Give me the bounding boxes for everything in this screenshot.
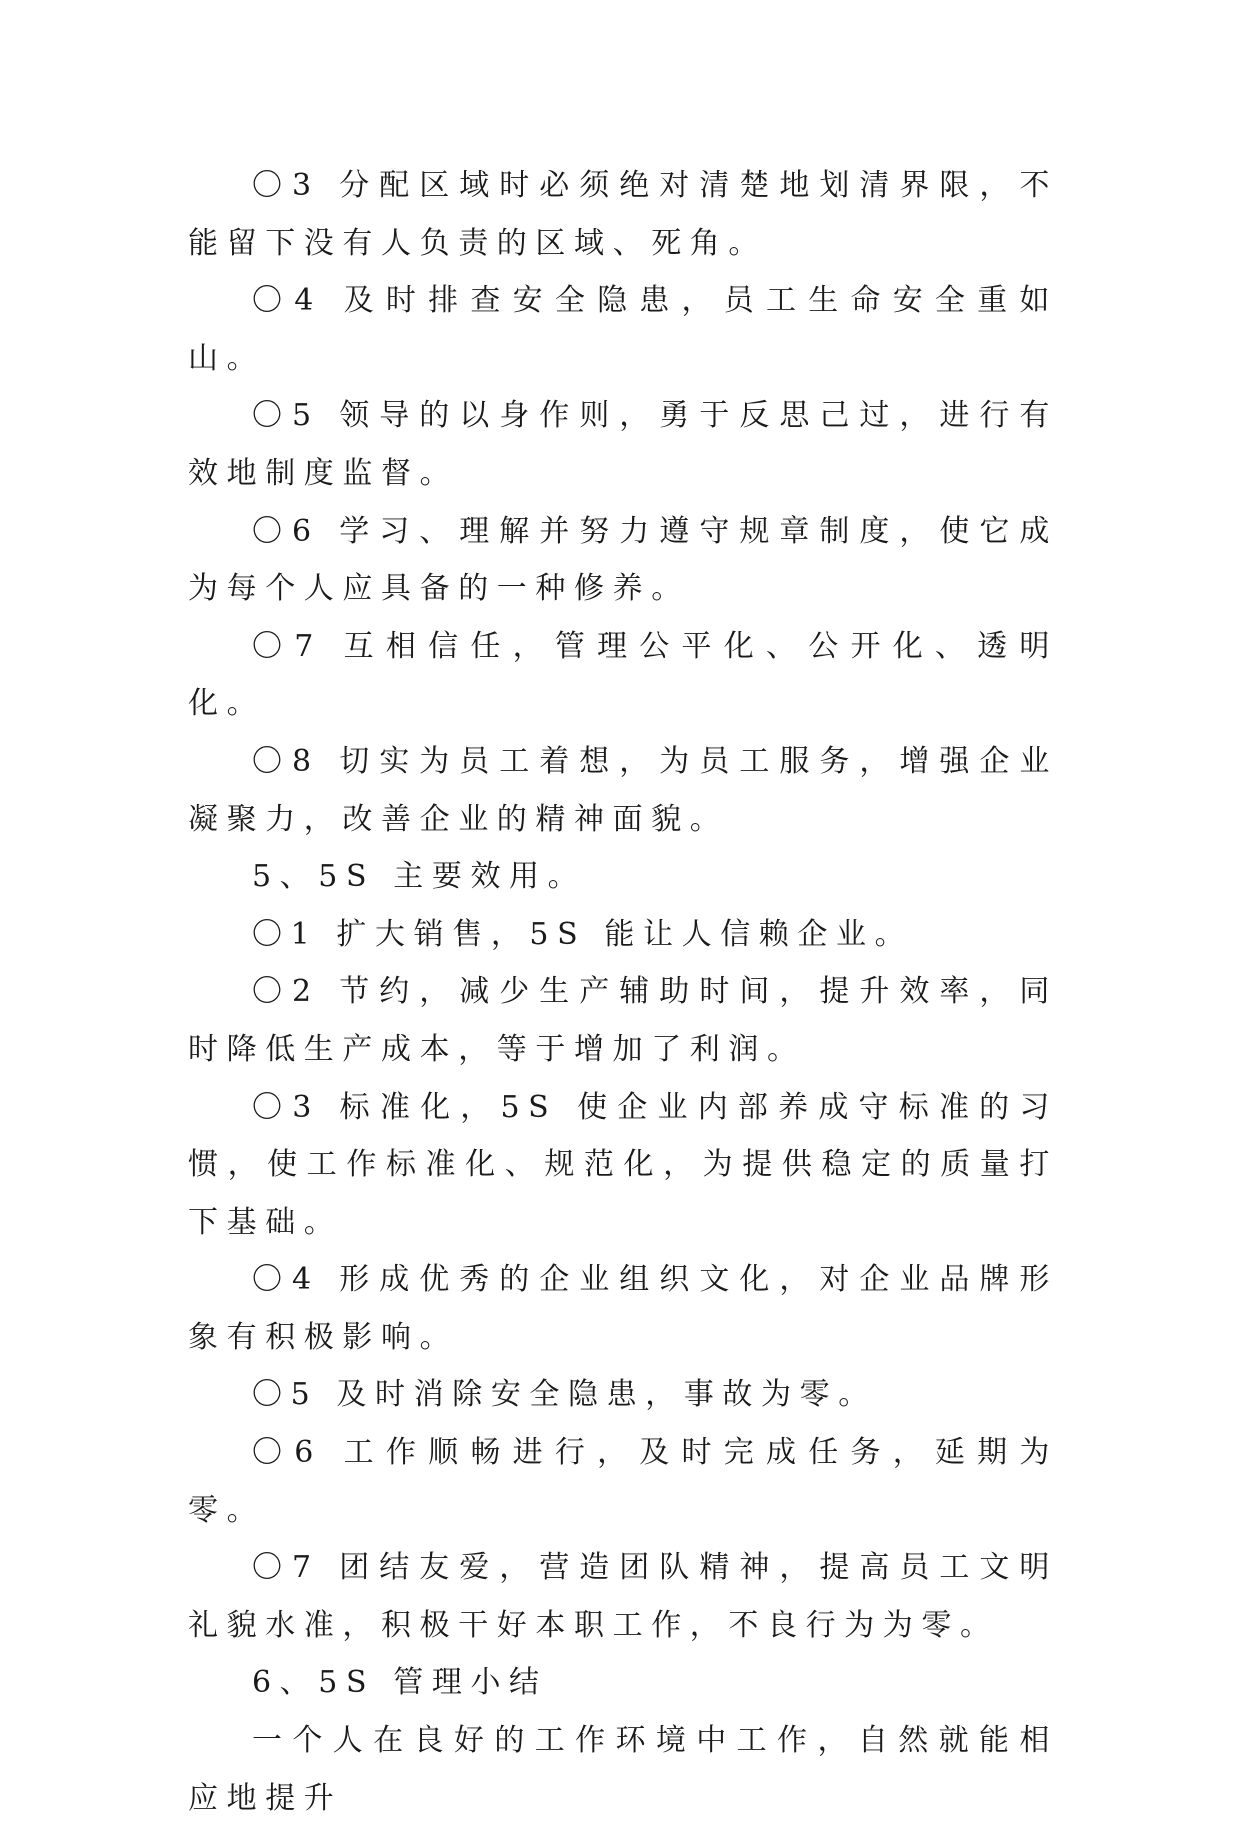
section-heading-5s-summary: 6、5S 管理小结 (252, 1665, 548, 1701)
paragraph-item-8-service: 〇8 切实为员工着想，为员工服务，增强企业凝聚力，改善企业的精神面貌。 (188, 743, 1058, 837)
paragraph-summary: 一个人在良好的工作环境中工作，自然就能相应地提升 (188, 1723, 1058, 1816)
paragraph-item-7-trust: 〇7 互相信任，管理公平化、公开化、透明化。 (188, 628, 1058, 722)
paragraph-effect-3-standardization: 〇3 标准化，5S 使企业内部养成守标准的习惯，使工作标准化、规范化，为提供稳定的质量打下基础。 (188, 1089, 1058, 1240)
paragraph-effect-5-safety: 〇5 及时消除安全隐患，事故为零。 (252, 1377, 877, 1413)
paragraph-effect-2-savings: 〇2 节约，减少生产辅助时间，提升效率，同时降低生产成本，等于增加了利润。 (188, 974, 1058, 1067)
paragraph-effect-4-culture: 〇4 形成优秀的企业组织文化，对企业品牌形象有积极影响。 (188, 1262, 1058, 1355)
paragraph-item-4-safety: 〇4 及时排查安全隐患，员工生命安全重如山。 (188, 283, 1058, 376)
paragraph-effect-1-sales: 〇1 扩大销售，5S 能让人信赖企业。 (252, 916, 914, 952)
paragraph-item-5-leadership: 〇5 领导的以身作则，勇于反思己过，进行有效地制度监督。 (188, 398, 1058, 491)
document-body (188, 157, 1058, 1827)
paragraph-effect-6-workflow: 〇6 工作顺畅进行，及时完成任务，延期为零。 (188, 1435, 1058, 1528)
section-heading-5s-effects: 5、5S 主要效用。 (252, 859, 587, 895)
paragraph-item-3-boundaries: 〇3 分配区域时必须绝对清楚地划清界限，不能留下没有人负责的区域、死角。 (188, 168, 1058, 261)
paragraph-item-6-rules: 〇6 学习、理解并努力遵守规章制度，使它成为每个人应具备的一种修养。 (188, 513, 1058, 607)
paragraph-effect-7-teamwork: 〇7 团结友爱，营造团队精神，提高员工文明礼貌水准，积极干好本职工作，不良行为为零。 (188, 1550, 1058, 1643)
